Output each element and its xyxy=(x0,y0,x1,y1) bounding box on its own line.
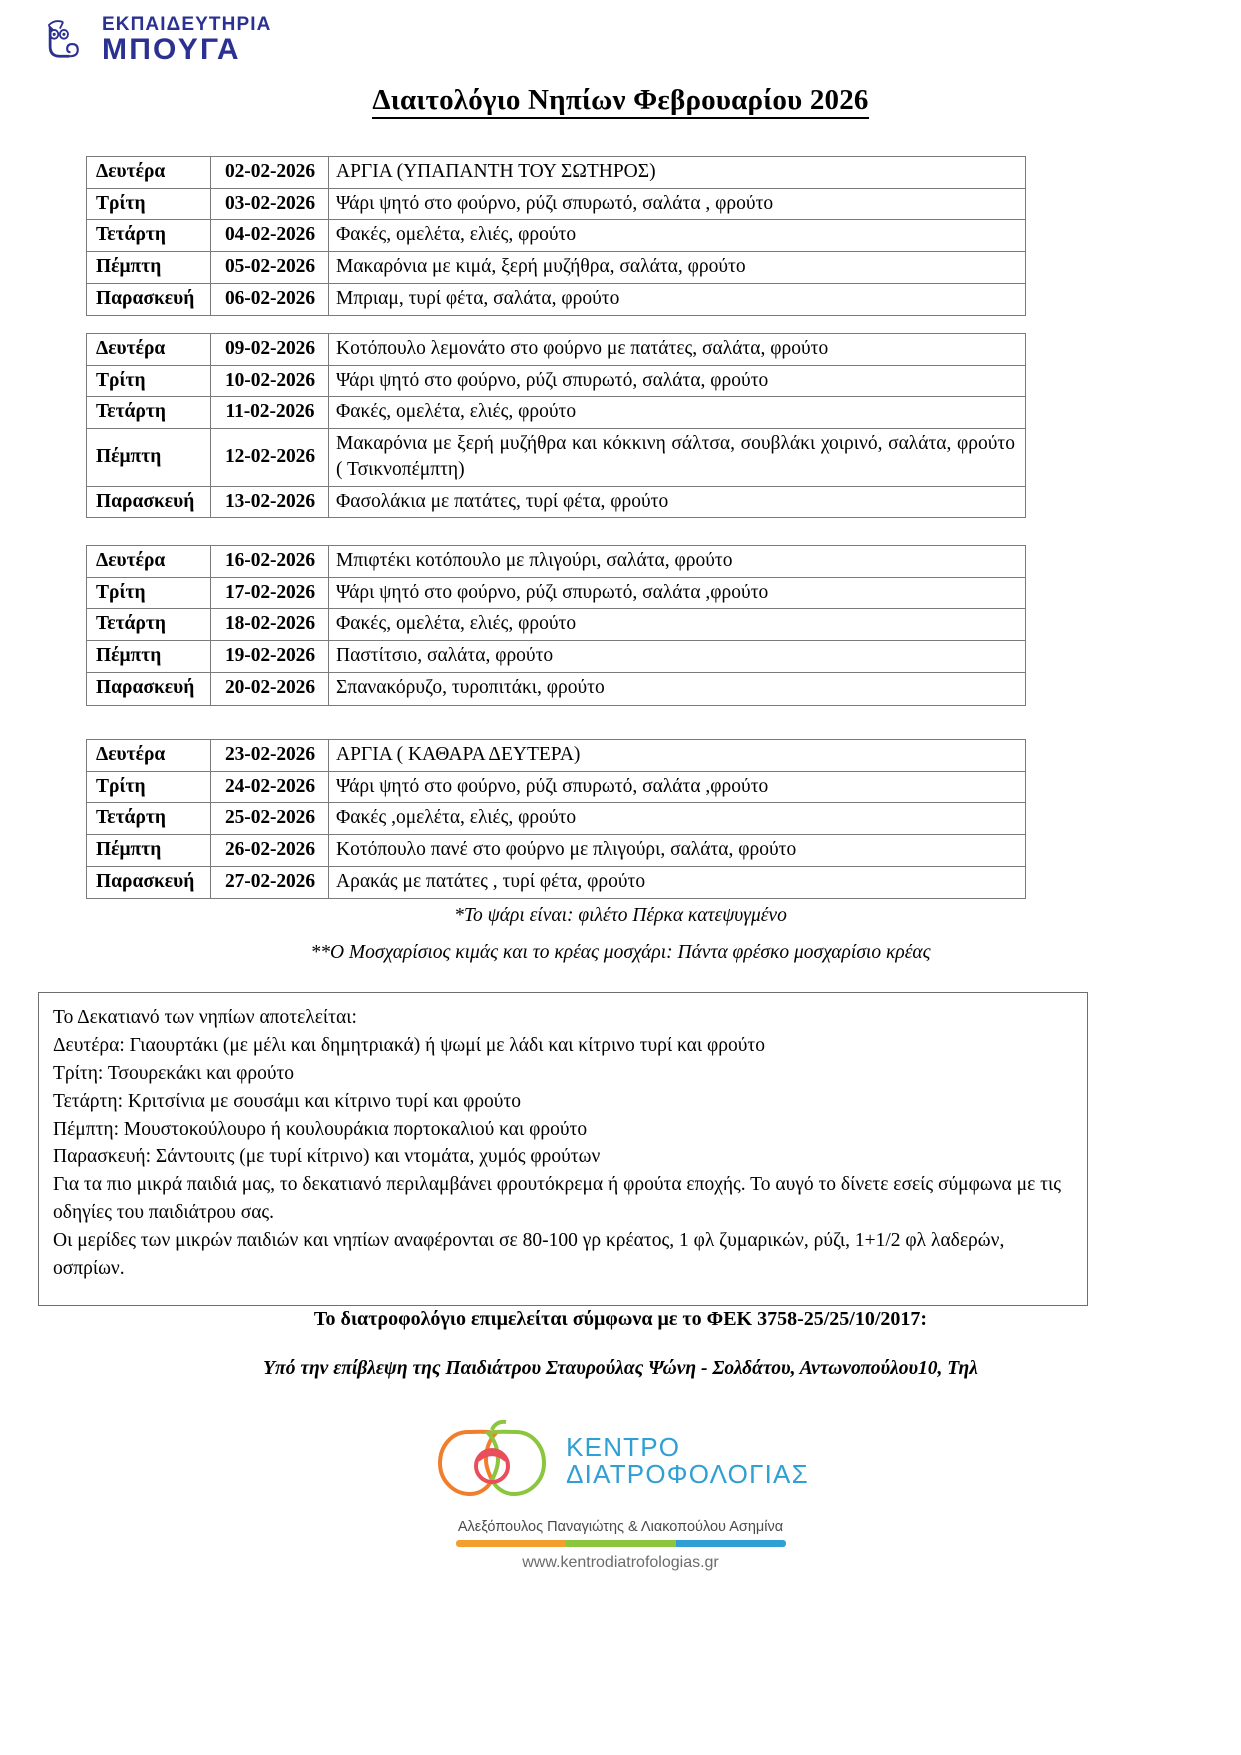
menu-description-cell: Ψάρι ψητό στο φούρνο, ρύζι σπυρωτό, σαλάτα ,φρούτο xyxy=(329,771,1026,803)
table-row xyxy=(87,157,1026,189)
menu-description-cell: Μπιφτέκι κοτόπουλο με πλιγούρι, σαλάτα, φρούτο xyxy=(329,546,1026,578)
table-row xyxy=(87,740,1026,772)
menu-day-cell: Παρασκευή xyxy=(87,672,211,705)
week-2-body xyxy=(87,334,1026,518)
menu-description-cell: Μπριαμ, τυρί φέτα, σαλάτα, φρούτο xyxy=(329,283,1026,315)
menu-description-cell: Φακές, ομελέτα, ελιές, φρούτο xyxy=(329,397,1026,429)
menu-description-cell: Μακαρόνια με ξερή μυζήθρα και κόκκινη σάλτσα, σουβλάκι χοιρινό, σαλάτα, φρούτο ( Τσικνοπέμπτη) xyxy=(329,429,1026,486)
menu-day-cell: Δευτέρα xyxy=(87,157,211,189)
menu-description-cell: Παστίτσιο, σαλάτα, φρούτο xyxy=(329,641,1026,673)
menu-day-cell: Τρίτη xyxy=(87,577,211,609)
menu-day-cell: Δευτέρα xyxy=(87,334,211,366)
week-3-body xyxy=(87,546,1026,706)
nutrition-logo-text xyxy=(566,1431,809,1489)
menu-date-cell: 04-02-2026 xyxy=(211,220,329,252)
fruit-heart-icon xyxy=(432,1418,552,1504)
menu-date-cell: 27-02-2026 xyxy=(211,866,329,898)
menu-day-cell: Δευτέρα xyxy=(87,546,211,578)
menu-day-cell: Τρίτη xyxy=(87,188,211,220)
menu-description-cell: Σπανακόρυζο, τυροπιτάκι, φρούτο xyxy=(329,672,1026,705)
table-row xyxy=(87,835,1026,867)
menu-date-cell: 18-02-2026 xyxy=(211,609,329,641)
nutrition-website-url: www.kentrodiatrofologias.gr xyxy=(522,1554,719,1571)
menu-date-cell: 13-02-2026 xyxy=(211,486,329,518)
menu-day-cell: Τετάρτη xyxy=(87,609,211,641)
table-row xyxy=(87,672,1026,705)
menu-date-cell: 23-02-2026 xyxy=(211,740,329,772)
menu-date-cell: 25-02-2026 xyxy=(211,803,329,835)
menu-date-cell: 03-02-2026 xyxy=(211,188,329,220)
menu-description-cell: Φακές ,ομελέτα, ελιές, φρούτο xyxy=(329,803,1026,835)
menu-description-cell: Φακές, ομελέτα, ελιές, φρούτο xyxy=(329,220,1026,252)
menu-day-cell: Τρίτη xyxy=(87,365,211,397)
bar-segment-blue xyxy=(676,1540,786,1547)
menu-day-cell: Τετάρτη xyxy=(87,803,211,835)
table-row xyxy=(87,283,1026,315)
page-title-text: Διαιτολόγιο Νηπίων Φεβρουαρίου 2026 xyxy=(372,84,868,119)
school-name-line2: ΜΠΟΥΓΑ xyxy=(102,33,241,66)
menu-date-cell: 12-02-2026 xyxy=(211,429,329,486)
menu-date-cell: 11-02-2026 xyxy=(211,397,329,429)
nutrition-center-logo xyxy=(0,1418,1241,1572)
page-title xyxy=(0,84,1241,117)
menu-date-cell: 06-02-2026 xyxy=(211,283,329,315)
menu-description-cell: ΑΡΓΙΑ (ΥΠΑΠΑΝΤΗ ΤΟΥ ΣΩΤΗΡΟΣ) xyxy=(329,157,1026,189)
menu-date-cell: 24-02-2026 xyxy=(211,771,329,803)
table-row xyxy=(87,486,1026,518)
snack-line-monday: Δευτέρα: Γιαουρτάκι (με μέλι και δημητριακά) ή ψωμί με λάδι και κίτρινο τυρί και φρούτο xyxy=(53,1034,765,1056)
week-table-2 xyxy=(86,333,1026,518)
menu-day-cell: Πέμπτη xyxy=(87,252,211,284)
school-logo xyxy=(42,14,271,66)
table-row xyxy=(87,397,1026,429)
menu-description-cell: Φασολάκια με πατάτες, τυρί φέτα, φρούτο xyxy=(329,486,1026,518)
table-row xyxy=(87,220,1026,252)
menu-day-cell: Πέμπτη xyxy=(87,835,211,867)
bar-segment-orange xyxy=(456,1540,566,1547)
menu-description-cell: ΑΡΓΙΑ ( ΚΑΘΑΡΑ ΔΕΥΤΕΡΑ) xyxy=(329,740,1026,772)
school-name xyxy=(102,15,271,65)
menu-date-cell: 10-02-2026 xyxy=(211,365,329,397)
footnote-fish: *Το ψάρι είναι: φιλέτο Πέρκα κατεψυγμένο xyxy=(454,905,787,926)
table-row xyxy=(87,803,1026,835)
nutrition-logo-line1: ΚΕΝΤΡΟ xyxy=(566,1431,681,1462)
footnote-beef: **Ο Μοσχαρίσιος κιμάς και το κρέας μοσχάρι: Πάντα φρέσκο μοσχαρίσιο κρέας xyxy=(310,942,931,963)
nutrition-logo-line2: ΔΙΑΤΡΟΦΟΛΟΓΙΑΣ xyxy=(566,1459,809,1489)
owl-icon xyxy=(42,14,94,66)
menu-date-cell: 19-02-2026 xyxy=(211,641,329,673)
menu-date-cell: 02-02-2026 xyxy=(211,157,329,189)
menu-day-cell: Τρίτη xyxy=(87,771,211,803)
menu-day-cell: Πέμπτη xyxy=(87,641,211,673)
snack-line-wednesday: Τετάρτη: Κριτσίνια με σουσάμι και κίτρινο τυρί και φρούτο xyxy=(53,1090,522,1112)
table-row xyxy=(87,866,1026,898)
nutrition-logo-row xyxy=(432,1418,809,1504)
school-name-line1: ΕΚΠΑΙΔΕΥΤΗΡΙΑ xyxy=(102,14,272,35)
menu-date-cell: 17-02-2026 xyxy=(211,577,329,609)
table-row xyxy=(87,546,1026,578)
menu-day-cell: Δευτέρα xyxy=(87,740,211,772)
table-row xyxy=(87,429,1026,486)
week-table-1 xyxy=(86,156,1026,316)
table-row xyxy=(87,334,1026,366)
menu-date-cell: 16-02-2026 xyxy=(211,546,329,578)
table-row xyxy=(87,609,1026,641)
bar-segment-green xyxy=(566,1540,676,1547)
snack-paragraph-1: Για τα πιο μικρά παιδιά μας, το δεκατιανό περιλαμβάνει φρουτόκρεμα ή φρούτα εποχής. Το αυγό το δίνετε εσείς σύμφωνα με τις οδηγίες του παιδιάτρου σας. xyxy=(53,1174,1061,1224)
menu-date-cell: 20-02-2026 xyxy=(211,672,329,705)
menu-description-cell: Κοτόπουλο λεμονάτο στο φούρνο με πατάτες, σαλάτα, φρούτο xyxy=(329,334,1026,366)
snack-info-box xyxy=(38,992,1088,1306)
menu-description-cell: Ψάρι ψητό στο φούρνο, ρύζι σπυρωτό, σαλάτα , φρούτο xyxy=(329,188,1026,220)
snack-line-tuesday: Τρίτη: Τσουρεκάκι και φρούτο xyxy=(53,1062,295,1084)
menu-description-cell: Ψάρι ψητό στο φούρνο, ρύζι σπυρωτό, σαλάτα, φρούτο xyxy=(329,365,1026,397)
snack-paragraph-2: Οι μερίδες των μικρών παιδιών και νηπίων αναφέρονται σε 80-100 γρ κρέατος, 1 φλ ζυμαρικών, ρύζι, 1+1/2 φλ λαδερών, οσπρίων. xyxy=(53,1230,1005,1279)
snack-line-thursday: Πέμπτη: Μουστοκούλουρο ή κουλουράκια πορτοκαλιού και φρούτο xyxy=(53,1118,588,1140)
week-4-body xyxy=(87,740,1026,899)
week-1-body xyxy=(87,157,1026,316)
footer-supervision-note: Υπό την επίβλεψη της Παιδιάτρου Σταυρούλας Ψώνη - Σολδάτου, Αντωνοπούλου10, Τηλ xyxy=(263,1358,978,1379)
nutrition-color-bar xyxy=(456,1540,786,1547)
menu-description-cell: Μακαρόνια με κιμά, ξερή μυζήθρα, σαλάτα, φρούτο xyxy=(329,252,1026,284)
menu-day-cell: Τετάρτη xyxy=(87,220,211,252)
menu-day-cell: Παρασκευή xyxy=(87,486,211,518)
menu-description-cell: Ψάρι ψητό στο φούρνο, ρύζι σπυρωτό, σαλάτα ,φρούτο xyxy=(329,577,1026,609)
nutrition-logo-subtitle: Αλεξόπουλος Παναγιώτης & Λιακοπούλου Ασημίνα xyxy=(457,1519,784,1535)
menu-day-cell: Παρασκευή xyxy=(87,866,211,898)
table-row xyxy=(87,771,1026,803)
menu-description-cell: Κοτόπουλο πανέ στο φούρνο με πλιγούρι, σαλάτα, φρούτο xyxy=(329,835,1026,867)
menu-day-cell: Πέμπτη xyxy=(87,429,211,486)
snack-line-friday: Παρασκευή: Σάντουιτς (με τυρί κίτρινο) και ντομάτα, χυμός φρούτων xyxy=(53,1146,601,1168)
table-row xyxy=(87,188,1026,220)
table-row xyxy=(87,577,1026,609)
menu-day-cell: Τετάρτη xyxy=(87,397,211,429)
table-row xyxy=(87,252,1026,284)
table-row xyxy=(87,641,1026,673)
week-table-3 xyxy=(86,545,1026,706)
menu-description-cell: Αρακάς με πατάτες , τυρί φέτα, φρούτο xyxy=(329,866,1026,898)
menu-description-cell: Φακές, ομελέτα, ελιές, φρούτο xyxy=(329,609,1026,641)
table-row xyxy=(87,365,1026,397)
menu-date-cell: 05-02-2026 xyxy=(211,252,329,284)
menu-date-cell: 09-02-2026 xyxy=(211,334,329,366)
footer-fek-note: Το διατροφολόγιο επιμελείται σύμφωνα με το ΦΕΚ 3758-25/25/10/2017: xyxy=(313,1308,928,1330)
snack-intro: Το Δεκατιανό των νηπίων αποτελείται: xyxy=(53,1007,357,1028)
week-table-4 xyxy=(86,739,1026,899)
menu-date-cell: 26-02-2026 xyxy=(211,835,329,867)
menu-day-cell: Παρασκευή xyxy=(87,283,211,315)
